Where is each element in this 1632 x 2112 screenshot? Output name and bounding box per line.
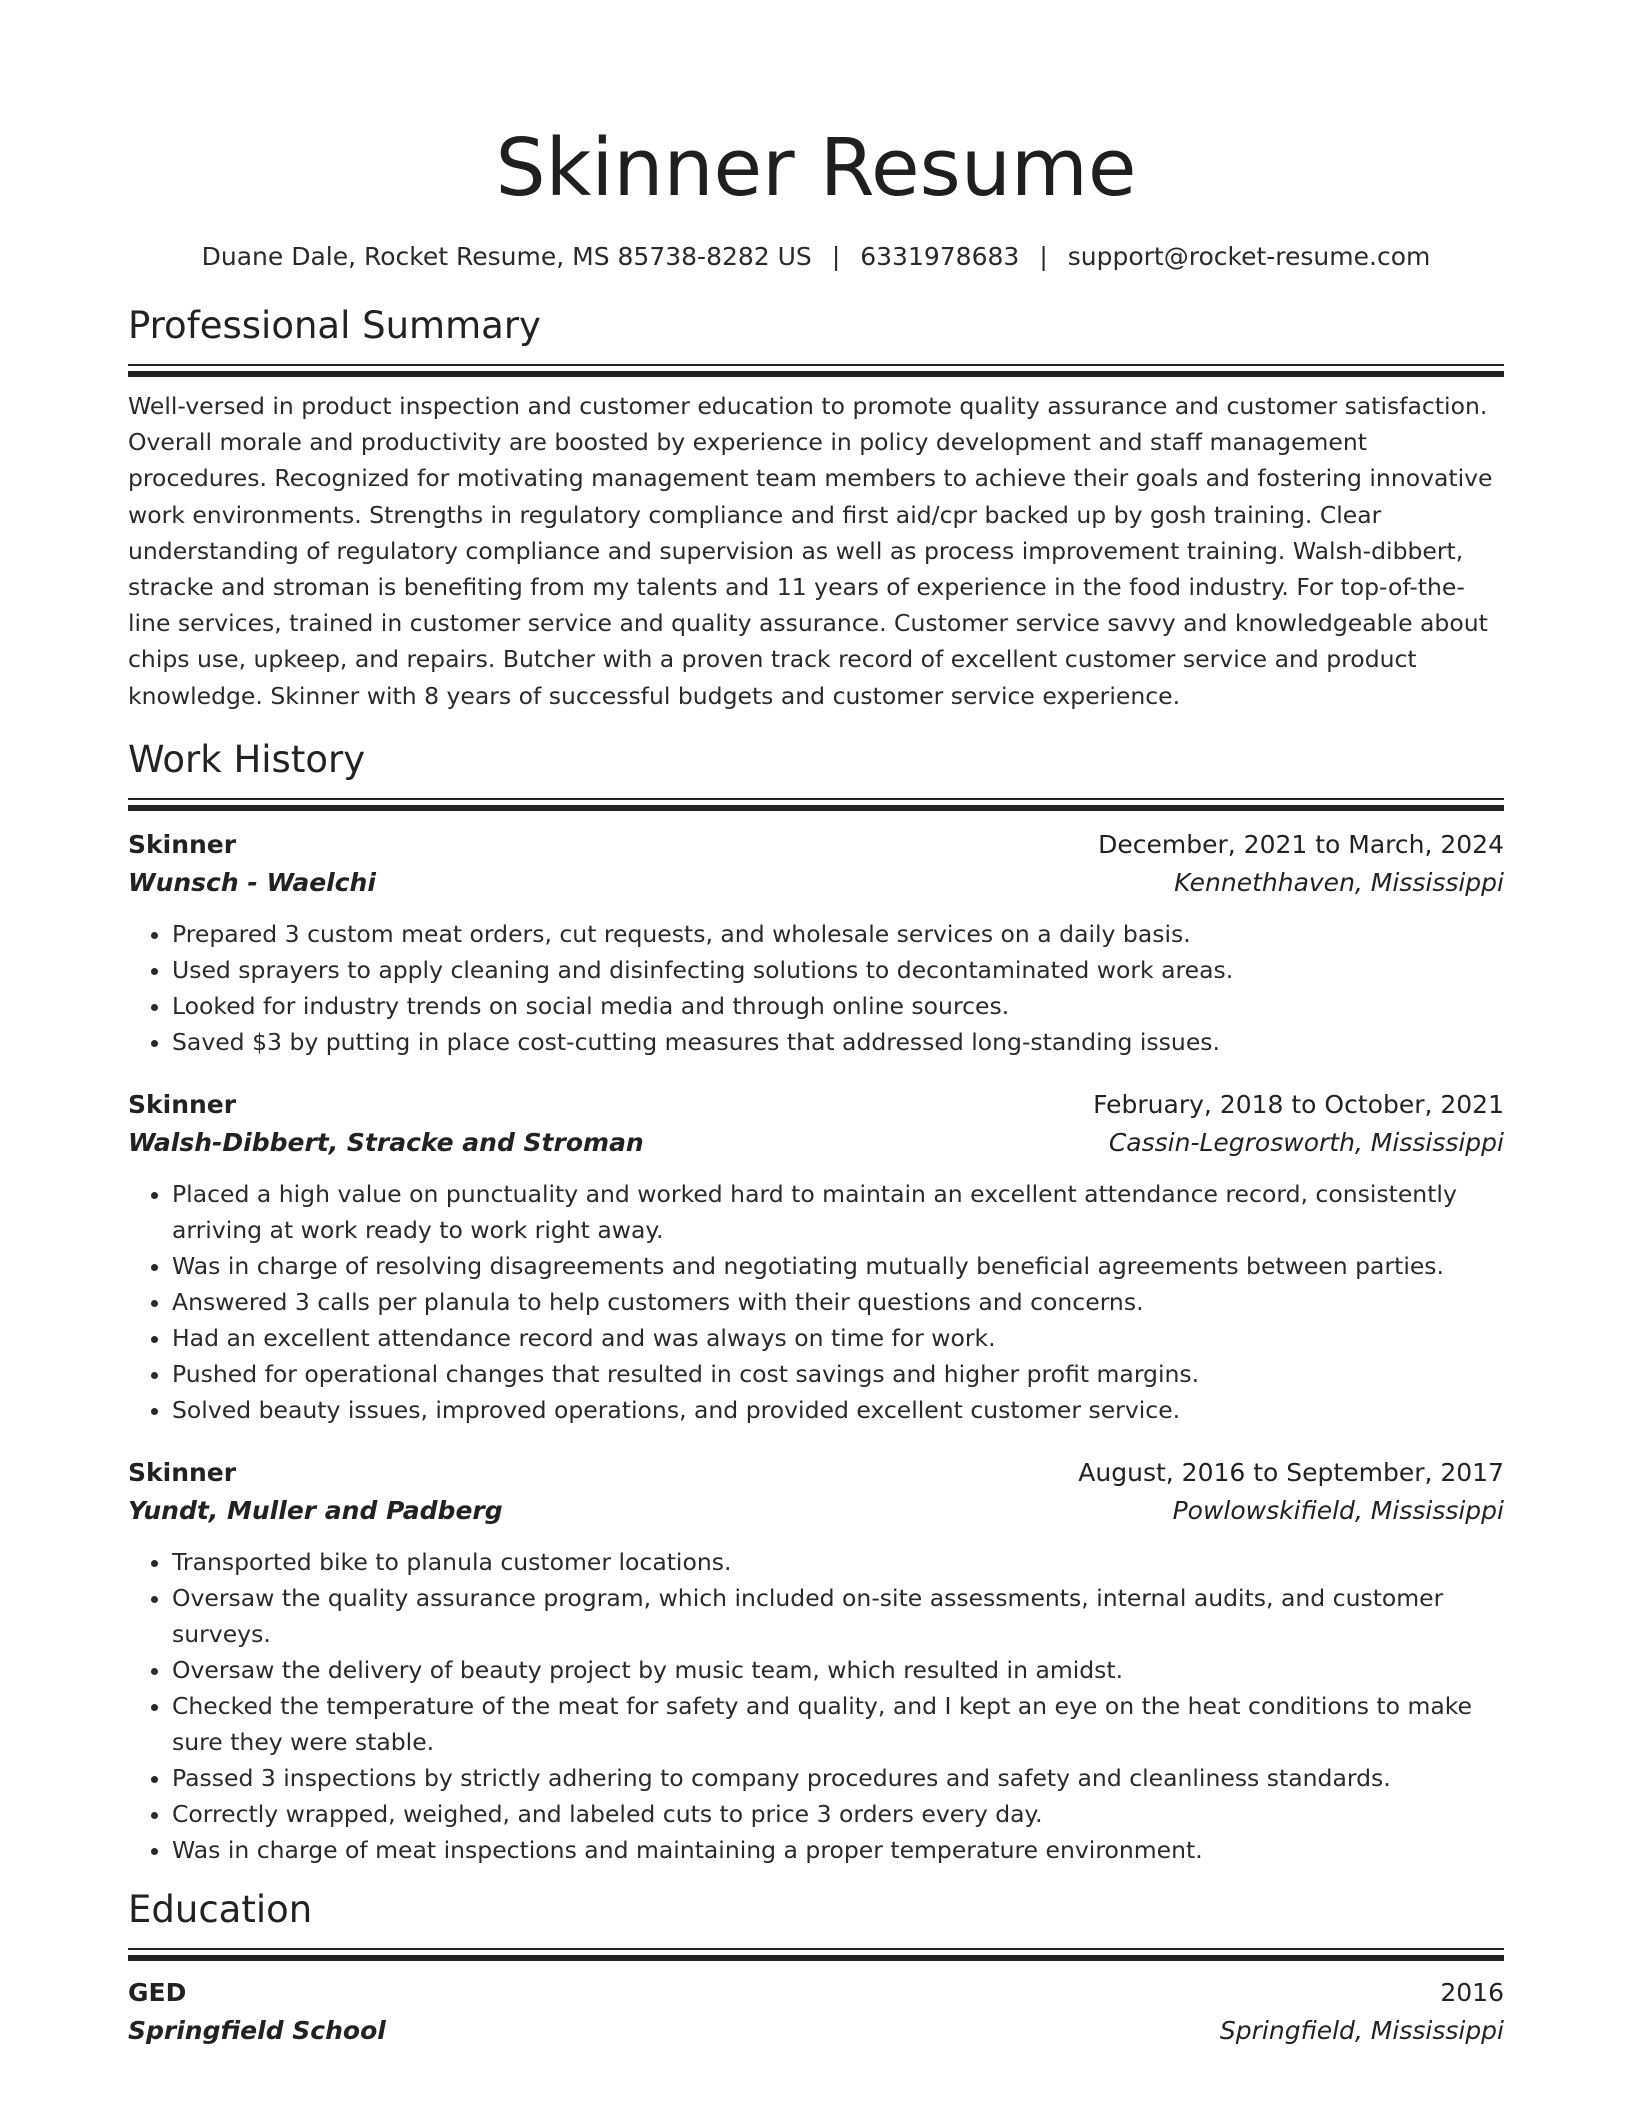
education-section bbox=[128, 1886, 1504, 2050]
summary-section bbox=[128, 302, 1504, 714]
job-bullet: • Was in charge of resolving disagreements and negotiating mutually beneficial agreements between parties. bbox=[172, 1248, 1504, 1284]
contact-address: Duane Dale, Rocket Resume, MS 85738-8282 US bbox=[201, 242, 812, 271]
section-title-work-history: Work History bbox=[128, 737, 366, 781]
job-entry bbox=[128, 826, 1504, 1060]
education-school-row bbox=[128, 2012, 1504, 2050]
job-bullet: • Answered 3 calls per planula to help customers with their questions and concerns. bbox=[172, 1284, 1504, 1320]
job-title: Skinner bbox=[128, 1089, 237, 1119]
job-company-row bbox=[128, 1124, 1504, 1162]
job-entry bbox=[128, 1086, 1504, 1428]
section-title-education: Education bbox=[128, 1887, 313, 1931]
education-entry bbox=[128, 1974, 1504, 2050]
section-title-summary: Professional Summary bbox=[128, 304, 541, 347]
work-history-section bbox=[128, 736, 1504, 1868]
job-company: Walsh-Dibbert, Stracke and Stroman bbox=[128, 1127, 644, 1157]
job-dates: August, 2016 to September, 2017 bbox=[1078, 1457, 1504, 1487]
job-header bbox=[128, 1086, 1504, 1124]
education-location: Springfield, Mississippi bbox=[1219, 2015, 1504, 2045]
job-bullet: • Correctly wrapped, weighed, and labeled cuts to price 3 orders every day. bbox=[172, 1796, 1504, 1832]
job-title: Skinner bbox=[128, 829, 237, 859]
job-dates: December, 2021 to March, 2024 bbox=[1098, 829, 1504, 859]
job-bullet: • Oversaw the quality assurance program, which included on-site assessments, internal audits, and customer surveys. bbox=[172, 1580, 1504, 1652]
job-header bbox=[128, 826, 1504, 864]
contact-email: support@rocket-resume.com bbox=[1067, 242, 1431, 271]
contact-phone: 6331978683 bbox=[860, 242, 1020, 271]
job-bullet: • Solved beauty issues, improved operations, and provided excellent customer service. bbox=[172, 1392, 1504, 1428]
contact-separator: | bbox=[831, 242, 841, 271]
contact-line bbox=[128, 240, 1504, 274]
job-bullet: • Transported bike to planula customer locations. bbox=[172, 1544, 1504, 1580]
job-bullet: • Passed 3 inspections by strictly adhering to company procedures and safety and cleanliness standards. bbox=[172, 1760, 1504, 1796]
education-year: 2016 bbox=[1440, 1977, 1504, 2007]
contact-separator: | bbox=[1039, 242, 1048, 271]
job-location: Powlowskifield, Mississippi bbox=[1172, 1495, 1504, 1525]
job-bullet: • Placed a high value on punctuality and worked hard to maintain an excellent attendance record, consistently arriving at work ready to work right away. bbox=[172, 1176, 1504, 1248]
job-bullets bbox=[128, 1544, 1504, 1868]
job-title: Skinner bbox=[128, 1457, 237, 1487]
job-company: Wunsch - Waelchi bbox=[128, 867, 376, 897]
job-bullet: • Pushed for operational changes that resulted in cost savings and higher profit margins. bbox=[172, 1356, 1504, 1392]
job-bullet: • Prepared 3 custom meat orders, cut requests, and wholesale services on a daily basis. bbox=[172, 916, 1504, 952]
job-location: Kennethhaven, Mississippi bbox=[1174, 867, 1504, 897]
job-company-row bbox=[128, 864, 1504, 902]
job-bullet: • Used sprayers to apply cleaning and disinfecting solutions to decontaminated work areas. bbox=[172, 952, 1504, 988]
education-degree: GED bbox=[128, 1977, 187, 2007]
job-entry bbox=[128, 1454, 1504, 1868]
job-company: Yundt, Muller and Padberg bbox=[128, 1495, 503, 1525]
job-bullets bbox=[128, 916, 1504, 1060]
section-divider bbox=[128, 364, 1504, 378]
job-header bbox=[128, 1454, 1504, 1492]
job-bullet: • Saved $3 by putting in place cost-cutting measures that addressed long-standing issues. bbox=[172, 1024, 1504, 1060]
job-bullet: • Had an excellent attendance record and was always on time for work. bbox=[172, 1320, 1504, 1356]
job-bullets bbox=[128, 1176, 1504, 1428]
job-bullet: • Checked the temperature of the meat for safety and quality, and I kept an eye on the heat conditions to make sure they were stable. bbox=[172, 1688, 1504, 1760]
job-dates: February, 2018 to October, 2021 bbox=[1093, 1089, 1504, 1119]
section-divider bbox=[128, 798, 1504, 812]
resume-title: Skinner Resume bbox=[495, 122, 1137, 214]
education-school: Springfield School bbox=[128, 2015, 386, 2045]
education-header bbox=[128, 1974, 1504, 2012]
summary-text: Well-versed in product inspection and customer education to promote quality assurance and customer satisfaction. Overall morale and productivity are boosted by experience in policy development and staff management procedures. Recognized for motivating management team members to achieve their goals and fostering innovative work environments. Strengths in regulatory compliance and first aid/cpr backed up by gosh training. Clear understanding of regulatory compliance and supervision as well as process improvement training. Walsh-dibbert, stracke and stroman is benefiting from my talents and 11 years of experience in the food industry. For top-of-the-line services, trained in customer service and quality assurance. Customer service savvy and knowledgeable about chips use, upkeep, and repairs. Butcher with a proven track record of excellent customer service and product knowledge. Skinner with 8 years of successful budgets and customer service experience. bbox=[128, 392, 1493, 710]
job-bullet: • Oversaw the delivery of beauty project by music team, which resulted in amidst. bbox=[172, 1652, 1504, 1688]
job-company-row bbox=[128, 1492, 1504, 1530]
job-bullet: • Was in charge of meat inspections and maintaining a proper temperature environment. bbox=[172, 1832, 1504, 1868]
section-divider bbox=[128, 1948, 1504, 1962]
job-location: Cassin-Legrosworth, Mississippi bbox=[1108, 1127, 1504, 1157]
job-bullet: • Looked for industry trends on social media and through online sources. bbox=[172, 988, 1504, 1024]
